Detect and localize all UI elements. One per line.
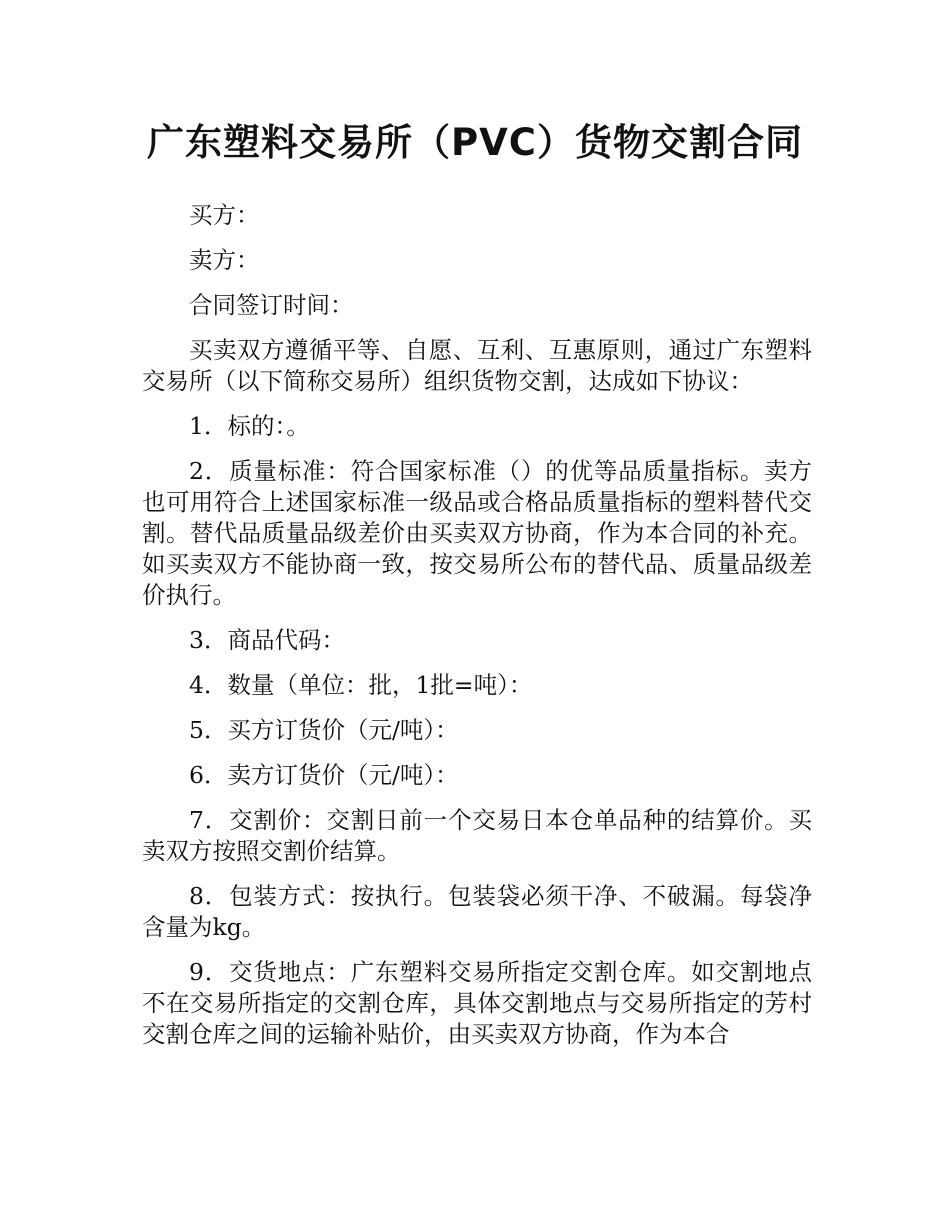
document-title: 广东塑料交易所（PVC）货物交割合同 [147,121,803,164]
clause-7-delivery-price: 7．交割价：交割日前一个交易日本仓单品种的结算价。买卖双方按照交割价结算。 [142,806,812,865]
clause-1-subject: 1．标的：。 [189,412,310,440]
buyer-line: 买方： [189,201,260,229]
clause-9-delivery-location: 9．交货地点：广东塑料交易所指定交割仓库。如交割地点不在交易所指定的交割仓库，具体交割地点与交易所指定的芳村交割仓库之间的运输补贴价，由买卖双方协商，作为本合 [142,958,812,1048]
preamble-paragraph: 买卖双方遵循平等、自愿、互利、互惠原则，通过广东塑料交易所（以下简称交易所）组织货物交割，达成如下协议： [142,336,812,395]
seller-line: 卖方： [189,246,260,274]
signing-time-line: 合同签订时间： [189,291,354,319]
clause-3-product-code: 3．商品代码： [189,626,345,654]
document-body [142,200,812,1064]
clause-2-quality-standard: 2．质量标准：符合国家标准（）的优等品质量指标。卖方也可用符合上述国家标准一级品或合格品质量指标的塑料替代交割。替代品质量品级差价由买卖双方协商，作为本合同的补充。如买卖双方不能协商一致，按交易所公布的替代品、质量品级差价执行。 [142,457,812,609]
clause-6-seller-price: 6．卖方订货价（元/吨）： [189,761,459,789]
clause-5-buyer-price: 5．买方订货价（元/吨）： [189,716,459,744]
clause-8-packaging: 8．包装方式：按执行。包装袋必须干净、不破漏。每袋净含量为kg。 [142,882,812,941]
clause-4-quantity: 4．数量（单位：批，1批=吨）： [189,671,533,699]
